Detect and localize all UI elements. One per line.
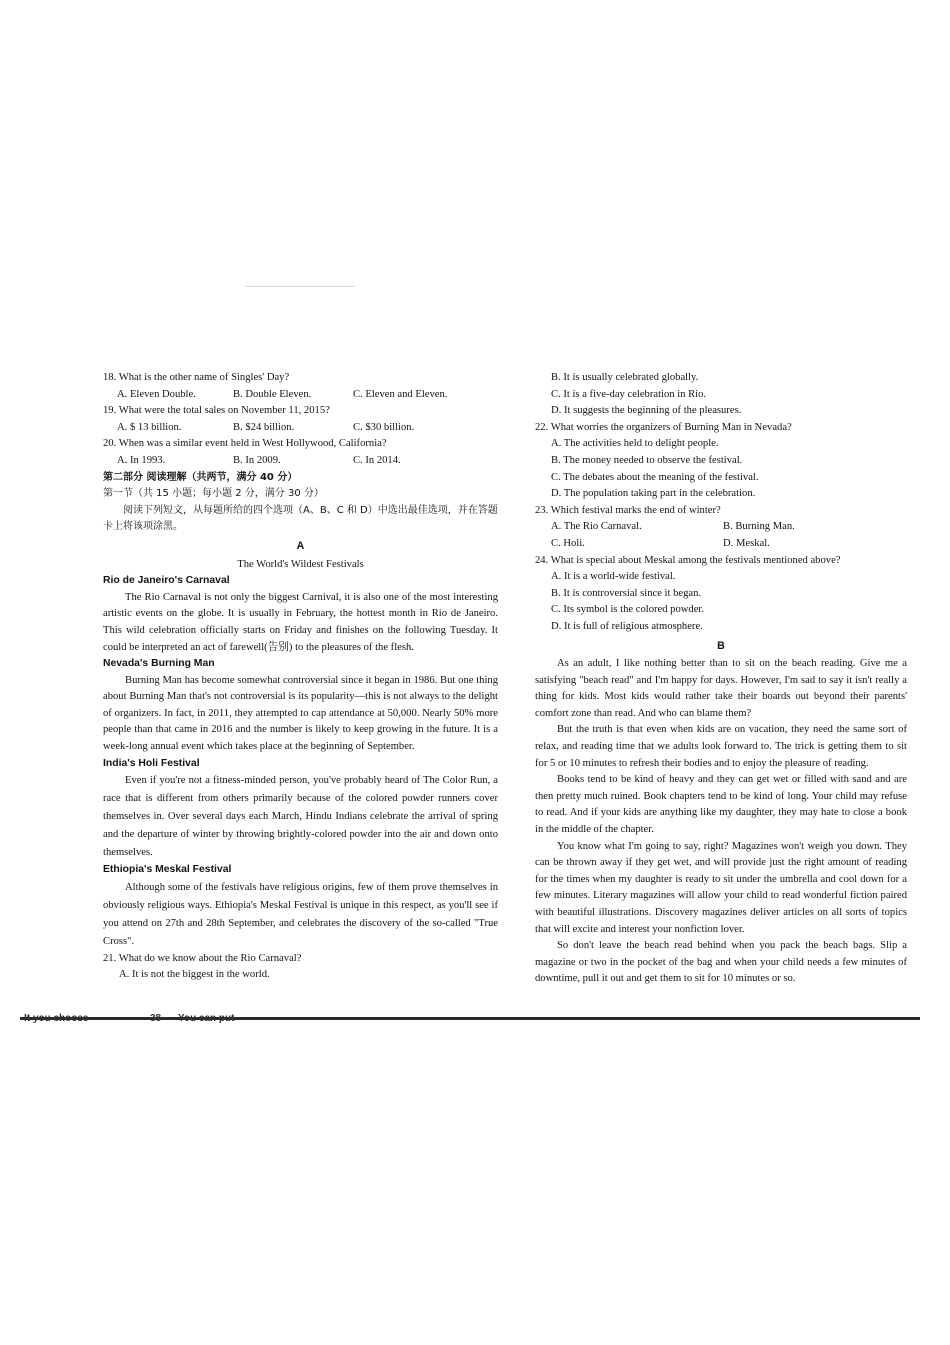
passage-b-paragraph-4: You know what I'm going to say, right? Magazines won't weigh you down. They can be thrown away if they get wet, and will provide just the right amount of reading for the times when my daughter is ready to sit under the umbrella and cool down for a few minutes. Literary magazines will allow your child to read wonderful fiction paired with beautiful illustrations. Discovery magazines deliver articles on all sorts of topics that will excite and interest your nonfiction lover. <box>535 840 907 935</box>
question-24-option-c: C. Its symbol is the colored powder. <box>551 604 705 616</box>
option-a: A. The Rio Carnaval. <box>551 521 642 533</box>
option-a: A. In 1993. <box>117 454 166 466</box>
question-24: 24. What is special about Meskal among the festivals mentioned above? <box>535 554 841 566</box>
passage-b-paragraph-2: But the truth is that even when kids are on vacation, they need the same sort of relax, and reading time that we adults look forward to. The trick is getting them to sit for 5 or 10 minutes to refresh their bodies and to enjoy the pleasure of reading. <box>535 724 907 769</box>
option-b: B. Burning Man. <box>723 521 795 533</box>
question-24-option-a: A. It is a world-wide festival. <box>551 571 676 583</box>
passage-b-letter: B <box>717 639 725 652</box>
question-19-options <box>103 420 498 437</box>
option-c: C. $30 billion. <box>353 421 415 433</box>
passage-b-paragraph-1: As an adult, I like nothing better than to sit on the beach reading. Give me a satisfying "beach read" and I'm happy for days. However, I'm sad to say it isn't really a thing for kids. Most kids would rather take their boards out beyond their parents' comfort zone than read. And who can blame them? <box>535 658 907 719</box>
footer-fragment-middle: You can put <box>178 1013 235 1024</box>
meskal-heading: Ethiopia's Meskal Festival <box>103 864 232 876</box>
meskal-paragraph: Although some of the festivals have religious origins, few of them prove themselves in obviously religious ways. Ethiopia's Meskal Festival is unique in this respect, as you'll see if you attend on 27th and 28th September, and celebrates the discovery of the so-called "True Cross". <box>103 881 498 947</box>
question-21-option-d: D. It suggests the beginning of the pleasures. <box>551 405 742 417</box>
option-c: C. Holi. <box>551 537 585 549</box>
passage-b-paragraph-3: Books tend to be kind of heavy and they can get wet or filled with sand and are then pretty much ruined. Book chapters tend to be kind of long. Your child may refuse to read. And if your kids are anything like my daughter, they may hate to close a book in the middle of the chapter. <box>535 774 907 836</box>
option-d: D. Meskal. <box>723 537 770 549</box>
question-21-option-c: C. It is a five-day celebration in Rio. <box>551 388 707 400</box>
question-19: 19. What were the total sales on November 11, 2015? <box>103 405 330 417</box>
question-22-option-b: B. The money needed to observe the festival. <box>551 454 743 466</box>
question-21: 21. What do we know about the Rio Carnaval? <box>103 952 302 964</box>
rio-paragraph: The Rio Carnaval is not only the biggest Carnival, it is also one of the most interesting artistic events on the globe. It is usually in February, the hottest month in Rio de Janeiro. This wild celebration officially starts on Friday and finishes on the following Tuesday. It could be interpreted an act of farewell(告别) to the pleasures of the flesh. <box>103 591 498 653</box>
question-18-options <box>103 387 498 404</box>
question-20-options <box>103 453 498 470</box>
option-c: C. In 2014. <box>353 454 401 466</box>
footer-page-number: 38 <box>150 1013 162 1024</box>
part-two-title: 第二部分 阅读理解（共两节，满分 40 分） <box>103 471 298 483</box>
question-22-option-a: A. The activities held to delight people. <box>551 438 719 450</box>
question-18: 18. What is the other name of Singles' Day? <box>103 372 290 383</box>
burning-man-heading: Nevada's Burning Man <box>103 658 215 670</box>
passage-b-paragraph-5: So don't leave the beach read behind when you pack the beach bags. Slip a magazine or two in the pocket of the bag and when your child needs a few minutes of downtime, pull it out and get them to sit for 10 minutes or so. <box>535 940 907 985</box>
question-20: 20. When was a similar event held in West Hollywood, California? <box>103 438 387 450</box>
option-a: A. Eleven Double. <box>117 388 196 400</box>
left-column <box>103 370 498 984</box>
rio-heading: Rio de Janeiro's Carnaval <box>103 575 230 587</box>
section-one-title: 第一节（共 15 小题；每小题 2 分，满分 30 分） <box>103 488 324 500</box>
right-column <box>535 370 907 988</box>
question-23: 23. Which festival marks the end of winter? <box>535 504 721 516</box>
option-b: B. In 2009. <box>233 454 281 466</box>
question-24-option-b: B. It is controversial since it began. <box>551 587 702 599</box>
question-21-option-a: A. It is not the biggest in the world. <box>119 969 270 981</box>
option-b: B. Double Eleven. <box>233 388 312 400</box>
question-21-option-b: B. It is usually celebrated globally. <box>551 372 699 383</box>
passage-a-letter: A <box>296 539 305 552</box>
holi-paragraph: Even if you're not a fitness-minded person, you've probably heard of The Color Run, a race that is different from others primarily because of the colored powder runners cover themselves in. Over several days each March, Hindu Indians celebrate the arrival of spring and the departure of winter by throwing brightly-colored powder into the air and down onto themselves. <box>103 775 498 859</box>
reading-instruction: 阅读下列短文，从每题所给的四个选项（A、B、C 和 D）中选出最佳选项，并在答题卡上将该项涂黑。 <box>103 504 498 533</box>
top-faint-line <box>245 286 355 287</box>
passage-title: The World's Wildest Festivals <box>237 558 364 570</box>
question-22-option-c: C. The debates about the meaning of the festival. <box>551 471 759 483</box>
option-c: C. Eleven and Eleven. <box>353 388 448 400</box>
question-22-option-d: D. The population taking part in the celebration. <box>551 488 756 500</box>
question-22: 22. What worries the organizers of Burning Man in Nevada? <box>535 421 792 433</box>
option-a: A. $ 13 billion. <box>117 421 182 433</box>
burning-man-paragraph: Burning Man has become somewhat controversial since it began in 1986. But one thing about Burning Man that's not controversial is its popularity—this is not always to the delight of organizers. In fact, in 2011, they attempted to cap attendance at 50,000. Nearly 50% more people than that came in 2016 and the number is likely to keep growing in the future. It is a week-long annual event which takes place at the beginning of September. <box>103 674 498 753</box>
question-24-option-d: D. It is full of religious atmosphere. <box>551 620 703 632</box>
holi-heading: India's Holi Festival <box>103 757 200 769</box>
question-23-options-row-2 <box>535 536 907 553</box>
question-23-options-row-1 <box>535 519 907 536</box>
footer-fragment-left: It you choose <box>24 1013 89 1024</box>
option-b: B. $24 billion. <box>233 421 295 433</box>
